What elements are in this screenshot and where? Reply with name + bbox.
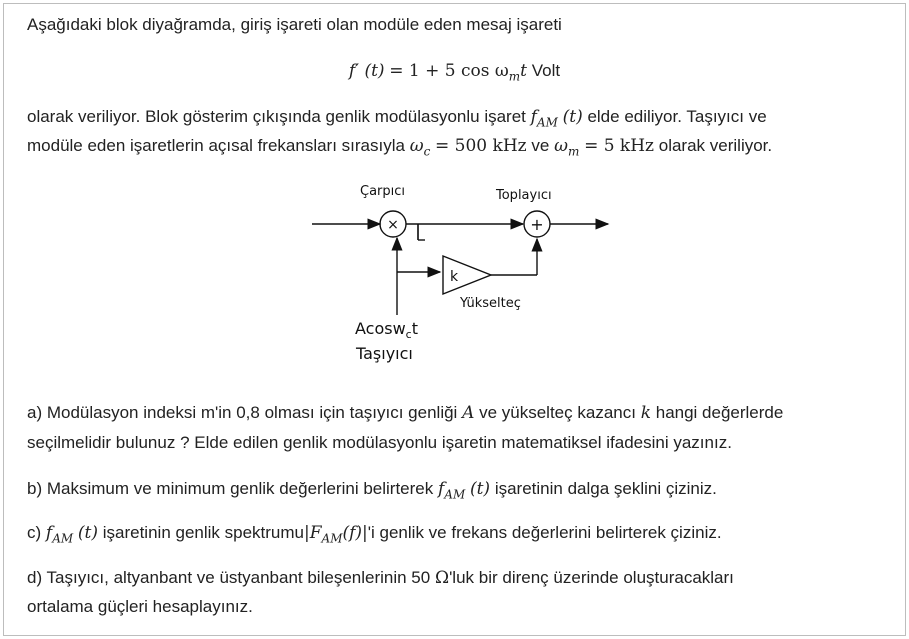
eq-sub: m	[508, 69, 521, 84]
wc-value: = 500 kHz	[435, 136, 527, 156]
qa-k: k	[640, 403, 651, 423]
adder-label: Toplayıcı	[496, 188, 552, 203]
ohm-symbol: Ω	[434, 568, 450, 588]
eq-t: t	[520, 61, 527, 81]
question-c	[27, 522, 722, 549]
wm-value: = 5 kHz	[584, 136, 655, 156]
amp-symbol: k	[450, 269, 459, 285]
eq-unit: Volt	[531, 61, 561, 80]
intro-line-3-end: elde ediliyor. Taşıyıcı ve	[587, 107, 767, 126]
qa-text-1: a) Modülasyon indeksi m'in 0,8 olması için taşıyıcı genliği	[27, 403, 458, 422]
carrier-expr-text: Acosw	[355, 319, 406, 338]
qd-text-2: 'luk bir direnç üzerinde oluşturacakları	[449, 568, 734, 587]
carrier-t: t	[411, 319, 419, 338]
question-d-line-1	[27, 567, 734, 589]
carrier-expr	[355, 319, 418, 341]
carrier-label: Taşıyıcı	[356, 344, 413, 363]
adder-symbol: +	[530, 215, 544, 234]
ve-word: ve	[531, 136, 550, 155]
eq-lhs: f′ (t)	[348, 61, 385, 81]
qc-sub: AM	[52, 531, 74, 546]
intro-line-1: Aşağıdaki blok diyağramda, giriş işareti olan modüle eden mesaj işareti	[27, 15, 562, 34]
qc-f: f	[45, 523, 53, 543]
multiplier-symbol: ×	[387, 217, 399, 233]
qc-text-1: işaretinin genlik spektrumu	[102, 523, 304, 542]
qa-text-2: ve yükselteç kazancı	[479, 403, 636, 422]
amp-label: Yükselteç	[460, 296, 521, 311]
fam-sub: AM	[536, 115, 558, 130]
qc-arg: (t)	[77, 523, 98, 543]
qd-text-1: d) Taşıyıcı, altyanbant ve üstyanbant bileşenlerinin 50	[27, 568, 431, 587]
qc-F: |F	[304, 523, 322, 543]
qa-A: A	[462, 403, 475, 423]
carrier-sub: c	[405, 328, 412, 341]
qb-arg: (t)	[469, 479, 491, 499]
qc-label: c)	[27, 523, 42, 542]
wc-sub: c	[423, 144, 431, 159]
question-a-line-2: seçilmelidir bulunuz ? Elde edilen genlik modülasyonlu işaretin matematiksel ifadesini yazınız.	[27, 433, 732, 452]
fam-arg: (t)	[562, 107, 583, 127]
qa-text-3: hangi değerlerde	[655, 403, 784, 422]
multiplier-label: Çarpıcı	[360, 184, 406, 199]
question-d-line-2: ortalama güçleri hesaplayınız.	[27, 597, 253, 616]
qb-text-1: b) Maksimum ve minimum genlik değerlerini belirterek	[27, 479, 434, 498]
qb-text-2: işaretinin dalga şeklini çiziniz.	[494, 479, 717, 498]
qc-Farg: (f)|	[342, 523, 368, 543]
wc-symbol: ω	[409, 136, 424, 156]
qc-Fsub: AM	[321, 531, 343, 546]
eq-rhs: = 1 + 5 cos ω	[389, 61, 509, 81]
qc-text-2: 'i genlik ve frekans değerlerini belirterek çiziniz.	[367, 523, 722, 542]
qb-sub: AM	[444, 487, 466, 502]
wm-sub: m	[567, 144, 580, 159]
question-a-line-1	[27, 402, 783, 424]
fam-symbol: f	[530, 107, 537, 127]
wm-symbol: ω	[554, 136, 568, 156]
intro-line-3-text: olarak veriliyor. Blok gösterim çıkışında genlik modülasyonlu işaret	[27, 107, 526, 126]
question-b	[27, 478, 717, 505]
intro-line-4-end: olarak veriliyor.	[658, 136, 773, 155]
intro-line-4-text: modüle eden işaretlerin açısal frekansları sırasıyla	[27, 136, 405, 155]
qb-f: f	[437, 479, 445, 499]
